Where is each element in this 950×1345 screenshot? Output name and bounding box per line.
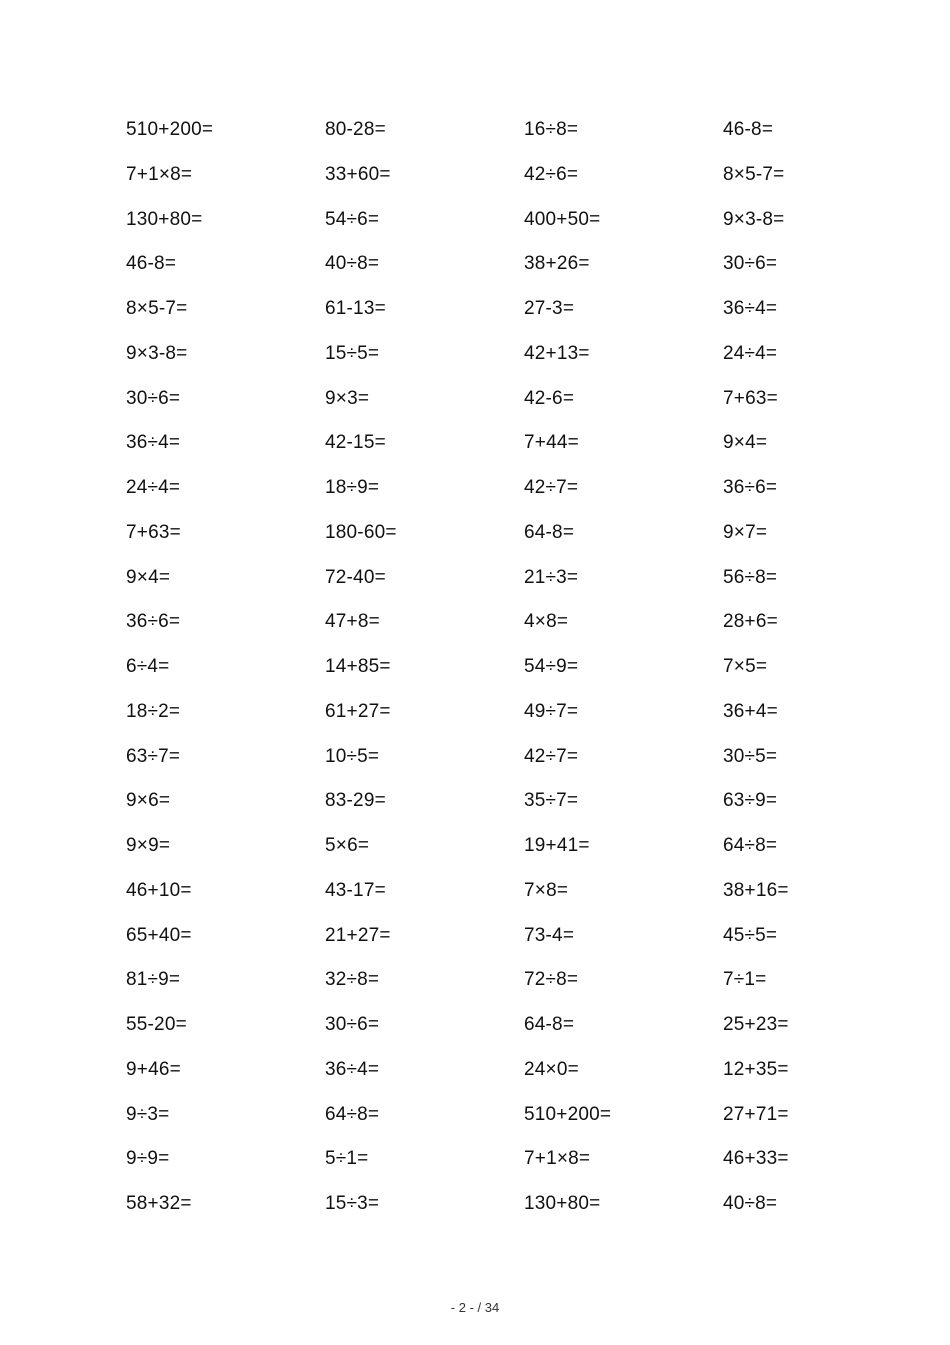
problem: 27+71=: [723, 1103, 789, 1125]
problem: 33+60=: [325, 163, 391, 185]
problem-row: [126, 377, 926, 422]
problem: 56÷8=: [723, 566, 778, 588]
problem: 27-3=: [524, 298, 575, 319]
problem-row: [126, 108, 926, 153]
problem: 7+63=: [126, 521, 181, 543]
problem-row: [126, 511, 926, 556]
problem-row: [126, 287, 926, 332]
problem: 61+27=: [325, 700, 391, 722]
problem-row: [126, 914, 926, 959]
problem: 510+200=: [524, 1103, 612, 1125]
problem: 46+10=: [126, 879, 192, 901]
problem: 43-17=: [325, 879, 386, 901]
problem: 19+41=: [524, 835, 590, 856]
problem: 36÷4=: [723, 298, 778, 319]
problem-row: [126, 690, 926, 735]
problem: 180-60=: [325, 521, 397, 543]
problem: 7×5=: [723, 656, 768, 677]
problem: 42÷7=: [524, 477, 579, 498]
problem: 30÷6=: [325, 1014, 380, 1035]
problem: 9×4=: [126, 566, 171, 588]
problem: 42+13=: [524, 342, 590, 364]
problem: 55-20=: [126, 1014, 187, 1035]
problem: 28+6=: [723, 611, 778, 633]
problem: 16÷8=: [524, 119, 579, 140]
problem: 64÷8=: [325, 1103, 380, 1125]
page-number: - 2 - / 34: [450, 1300, 500, 1315]
problem: 72÷8=: [524, 969, 579, 991]
problem: 4×8=: [524, 611, 569, 633]
problem: 36÷6=: [126, 611, 181, 633]
problem: 42-6=: [524, 387, 575, 409]
problem: 510+200=: [126, 119, 214, 140]
problem: 40÷8=: [325, 253, 380, 275]
problem: 45÷5=: [723, 924, 778, 946]
problem-row: [126, 1048, 926, 1093]
problem-row: [126, 556, 926, 601]
problem: 25+23=: [723, 1014, 789, 1035]
exercise-grid: [126, 108, 926, 1227]
problem: 130+80=: [524, 1193, 601, 1214]
problem: 36÷6=: [723, 477, 778, 498]
problem: 24×0=: [524, 1058, 579, 1080]
problem: 8×5-7=: [126, 298, 188, 319]
problem: 64-8=: [524, 521, 575, 543]
problem-row: [126, 869, 926, 914]
problem: 83-29=: [325, 790, 386, 812]
problem: 36+4=: [723, 700, 778, 722]
problem-row: [126, 779, 926, 824]
problem: 7×8=: [524, 879, 569, 901]
problem: 7+1×8=: [524, 1148, 591, 1170]
problem: 81÷9=: [126, 969, 181, 991]
problem: 7+63=: [723, 387, 778, 409]
problem: 32÷8=: [325, 969, 380, 991]
problem: 72-40=: [325, 566, 386, 588]
problem: 36÷4=: [325, 1058, 380, 1080]
problem: 63÷7=: [126, 745, 181, 767]
problem-row: [126, 242, 926, 287]
problem: 46-8=: [126, 253, 177, 275]
problem-row: [126, 198, 926, 243]
problem: 9×9=: [126, 835, 171, 856]
problem: 7+44=: [524, 432, 579, 454]
problem: 18÷9=: [325, 477, 380, 498]
problem: 42÷7=: [524, 745, 579, 767]
problem: 9×3-8=: [126, 342, 188, 364]
problem: 47+8=: [325, 611, 380, 633]
problem: 80-28=: [325, 119, 386, 140]
problem: 63÷9=: [723, 790, 778, 812]
problem: 24÷4=: [723, 342, 778, 364]
problem: 9×3-8=: [723, 208, 785, 230]
problem: 7+1×8=: [126, 163, 193, 185]
problem: 64÷8=: [723, 835, 778, 856]
problem: 61-13=: [325, 298, 386, 319]
problem-row: [126, 1182, 926, 1227]
problem: 46-8=: [723, 119, 774, 140]
problem: 73-4=: [524, 924, 575, 946]
problem: 10÷5=: [325, 745, 380, 767]
problem: 64-8=: [524, 1014, 575, 1035]
problem: 38+26=: [524, 253, 590, 275]
problem: 15÷5=: [325, 342, 380, 364]
problem: 9×7=: [723, 521, 768, 543]
problem: 24÷4=: [126, 477, 181, 498]
problem: 21÷3=: [524, 566, 579, 588]
problem: 18÷2=: [126, 700, 181, 722]
problem-row: [126, 153, 926, 198]
problem: 9÷3=: [126, 1103, 170, 1125]
problem: 30÷6=: [723, 253, 778, 275]
problem: 400+50=: [524, 208, 601, 230]
problem: 49÷7=: [524, 700, 579, 722]
problem-row: [126, 1003, 926, 1048]
problem-row: [126, 600, 926, 645]
problem: 30÷6=: [126, 387, 181, 409]
problem: 130+80=: [126, 208, 203, 230]
problem-row: [126, 421, 926, 466]
problem-row: [126, 958, 926, 1003]
problem: 65+40=: [126, 924, 192, 946]
problem: 42-15=: [325, 432, 386, 454]
problem: 7÷1=: [723, 969, 767, 991]
problem: 21+27=: [325, 924, 391, 946]
problem-row: [126, 332, 926, 377]
problem-row: [126, 1093, 926, 1138]
problem-row: [126, 1137, 926, 1182]
problem-row: [126, 735, 926, 780]
problem: 5×6=: [325, 835, 370, 856]
problem: 54÷9=: [524, 656, 579, 677]
problem: 9×4=: [723, 432, 768, 454]
problem: 9+46=: [126, 1058, 181, 1080]
problem: 12+35=: [723, 1058, 789, 1080]
problem: 46+33=: [723, 1148, 789, 1170]
problem: 30÷5=: [723, 745, 778, 767]
problem-row: [126, 645, 926, 690]
problem: 36÷4=: [126, 432, 181, 454]
problem: 5÷1=: [325, 1148, 369, 1170]
problem: 35÷7=: [524, 790, 579, 812]
problem: 14+85=: [325, 656, 391, 677]
problem: 42÷6=: [524, 163, 579, 185]
problem: 54÷6=: [325, 208, 380, 230]
problem: 9×6=: [126, 790, 171, 812]
problem: 40÷8=: [723, 1193, 778, 1214]
problem: 38+16=: [723, 879, 789, 901]
problem: 6÷4=: [126, 656, 170, 677]
problem: 58+32=: [126, 1193, 192, 1214]
problem-row: [126, 466, 926, 511]
problem: 9÷9=: [126, 1148, 170, 1170]
problem: 15÷3=: [325, 1193, 380, 1214]
problem: 8×5-7=: [723, 163, 785, 185]
problem: 9×3=: [325, 387, 370, 409]
problem-row: [126, 824, 926, 869]
